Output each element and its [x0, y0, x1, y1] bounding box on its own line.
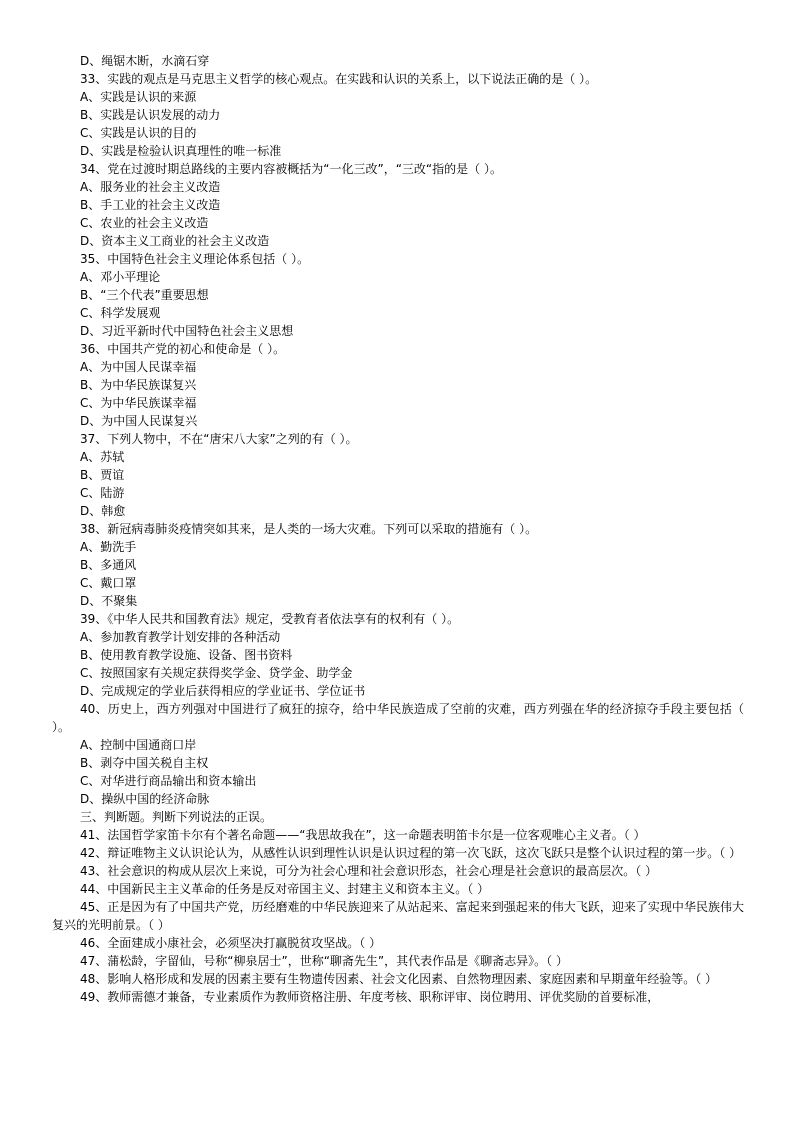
judgment-item: 42、辩证唯物主义认识论认为，从感性认识到理性认识是认识过程的第一次飞跃，这次飞跃只是整个认识过程的第一步。（ ）: [80, 846, 742, 860]
judgment-item: 43、社会意识的构成从层次上来说，可分为社会心理和社会意识形态，社会心理是社会意识的最高层次。（ ）: [80, 864, 658, 878]
option-line: A、实践是认识的来源: [80, 90, 197, 104]
option-line: A、参加教育教学计划安排的各种活动: [80, 630, 281, 644]
question-line: 37、下列人物中，不在“唐宋八大家”之列的有（ ）。: [80, 432, 358, 446]
option-line: D、完成规定的学业后获得相应的学业证书、学位证书: [80, 684, 366, 698]
option-line: C、戴口罩: [80, 576, 137, 590]
judgment-item: 41、法国哲学家笛卡尔有个著名命题——“我思故我在”，这一命题表明笛卡尔是一位客观唯心主义者。（ ）: [80, 828, 646, 842]
option-line: A、服务业的社会主义改造: [80, 180, 221, 194]
option-line: D、资本主义工商业的社会主义改造: [80, 234, 270, 248]
option-line: C、农业的社会主义改造: [80, 216, 209, 230]
option-line: B、实践是认识发展的动力: [80, 108, 221, 122]
option-line: B、贾谊: [80, 468, 125, 482]
option-line: D、不聚集: [80, 594, 138, 608]
section-heading: 三、判断题。判断下列说法的正误。: [80, 810, 273, 824]
option-line: D、绳锯木断，水滴石穿: [80, 54, 210, 68]
option-line: C、实践是认识的目的: [80, 126, 197, 140]
option-line: D、习近平新时代中国特色社会主义思想: [80, 324, 294, 338]
option-line: D、实践是检验认识真理性的唯一标准: [80, 144, 282, 158]
option-line: C、科学发展观: [80, 306, 161, 320]
option-line: B、手工业的社会主义改造: [80, 198, 221, 212]
question-line: 39、《中华人民共和国教育法》规定，受教育者依法享有的权利有（ ）。: [80, 612, 460, 626]
option-line: B、“三个代表”重要思想: [80, 288, 209, 302]
option-line: D、为中国人民谋复兴: [80, 414, 198, 428]
judgment-item: 46、全面建成小康社会，必须坚决打赢脱贫攻坚战。（ ）: [80, 936, 382, 950]
judgment-item: 49、教师需德才兼备，专业素质作为教师资格注册、年度考核、职称评审、岗位聘用、评优奖励的首要标准，: [80, 990, 660, 1004]
question-line: 34、党在过渡时期总路线的主要内容被概括为“一化三改”，“三改“指的是（ ）。: [80, 162, 502, 176]
question-paragraph: 40、历史上，西方列强对中国进行了疯狂的掠夺，给中华民族造成了空前的灾难，西方列强在华的经济掠夺手段主要包括（ ）。: [52, 702, 744, 734]
question-line: 35、中国特色社会主义理论体系包括（ ）。: [80, 252, 310, 266]
judgment-item: 48、影响人格形成和发展的因素主要有生物遗传因素、社会文化因素、自然物理因素、家庭因素和早期童年经验等。（ ）: [80, 972, 718, 986]
document-body: [52, 52, 744, 1006]
judgment-item: 47、蒲松龄，字留仙，号称“柳泉居士”，世称“聊斋先生”，其代表作品是《聊斋志异》。（ ）: [80, 954, 568, 968]
option-line: D、韩愈: [80, 504, 126, 518]
option-line: A、邓小平理论: [80, 270, 161, 284]
question-line: 33、实践的观点是马克思主义哲学的核心观点。在实践和认识的关系上，以下说法正确的是（ ）。: [80, 72, 598, 86]
option-line: A、控制中国通商口岸: [80, 738, 197, 752]
option-line: C、陆游: [80, 486, 125, 500]
option-line: B、剥夺中国关税自主权: [80, 756, 209, 770]
question-line: 36、中国共产党的初心和使命是（ ）。: [80, 342, 286, 356]
option-line: C、对华进行商品输出和资本输出: [80, 774, 257, 788]
option-line: B、为中华民族谋复兴: [80, 378, 197, 392]
option-line: B、使用教育教学设施、设备、图书资料: [80, 648, 293, 662]
judgment-item: 44、中国新民主主义革命的任务是反对帝国主义、封建主义和资本主义。（ ）: [80, 882, 490, 896]
option-line: C、为中华民族谋幸福: [80, 396, 197, 410]
option-line: A、苏轼: [80, 450, 125, 464]
option-line: A、勤洗手: [80, 540, 137, 554]
option-line: D、操纵中国的经济命脉: [80, 792, 210, 806]
option-line: A、为中国人民谋幸福: [80, 360, 197, 374]
question-line: 38、新冠病毒肺炎疫情突如其来，是人类的一场大灾难。下列可以采取的措施有（ ）。: [80, 522, 538, 536]
judgment-item: 45、正是因为有了中国共产党，历经磨难的中华民族迎来了从站起来、富起来到强起来的伟大飞跃，迎来了实现中华民族伟大复兴的光明前景。（ ）: [52, 900, 744, 932]
option-line: C、按照国家有关规定获得奖学金、贷学金、助学金: [80, 666, 353, 680]
option-line: B、多通风: [80, 558, 137, 572]
